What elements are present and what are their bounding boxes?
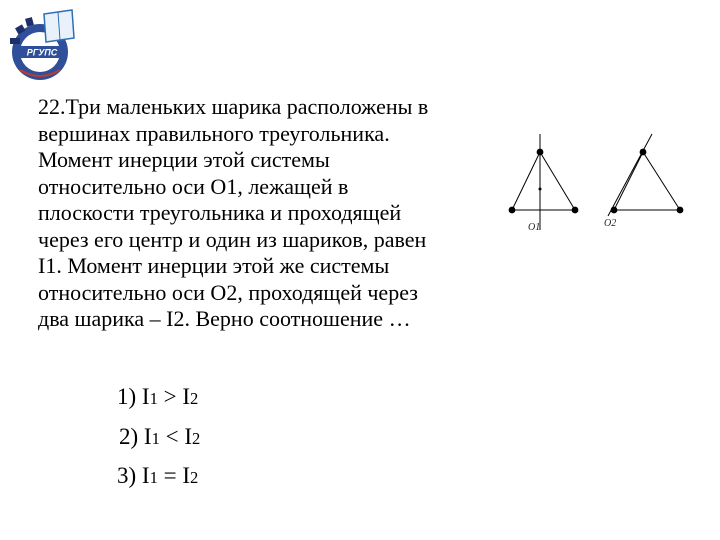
problem-line: два шарика – I2. Верно соотношение … (38, 306, 411, 331)
university-logo (6, 8, 78, 84)
problem-line: 22.Три маленьких шарика расположены в (38, 94, 429, 119)
ball (677, 207, 684, 214)
logo-text: РГУПС (26, 47, 58, 58)
triangle-center (539, 188, 542, 191)
answer-option-2: 2) I1 < I2 (119, 423, 201, 449)
problem-line: плоскости треугольника и проходящей (38, 200, 402, 225)
gear-book-emblem-icon (6, 8, 78, 84)
triangle-left-edge (540, 152, 575, 210)
problem-line: через его центр и один из шариков, равен (38, 226, 427, 252)
ball (611, 207, 618, 214)
answer-options (117, 378, 200, 497)
triangle-figure (500, 128, 690, 248)
axis-o2 (608, 134, 652, 216)
triangle-left (509, 134, 579, 230)
problem-line: I1. Момент инерции этой же системы (38, 253, 390, 278)
ball (640, 149, 647, 156)
problem-line: вершинах правильного треугольника. (38, 120, 390, 146)
ball (537, 149, 544, 156)
problem-line: относительно оси О1, лежащей в (38, 173, 349, 199)
answer-option-1: 1) I1 > I2 (117, 384, 199, 409)
problem-statement (38, 94, 498, 333)
axis-label-o1: O1 (528, 222, 541, 233)
triangle-left-edge (512, 152, 540, 210)
problem-line: относительно оси О2, проходящей через (38, 279, 418, 305)
axis-label-o2: O2 (604, 218, 617, 229)
triangle-right-edge (643, 152, 680, 210)
problem-line: Момент инерции этой системы (38, 147, 330, 172)
triangle-right (608, 134, 683, 216)
ball (572, 207, 579, 214)
answer-option-3: 3) I1 = I2 (117, 463, 199, 488)
triangle-right-edge (614, 152, 643, 210)
ball (509, 207, 516, 214)
